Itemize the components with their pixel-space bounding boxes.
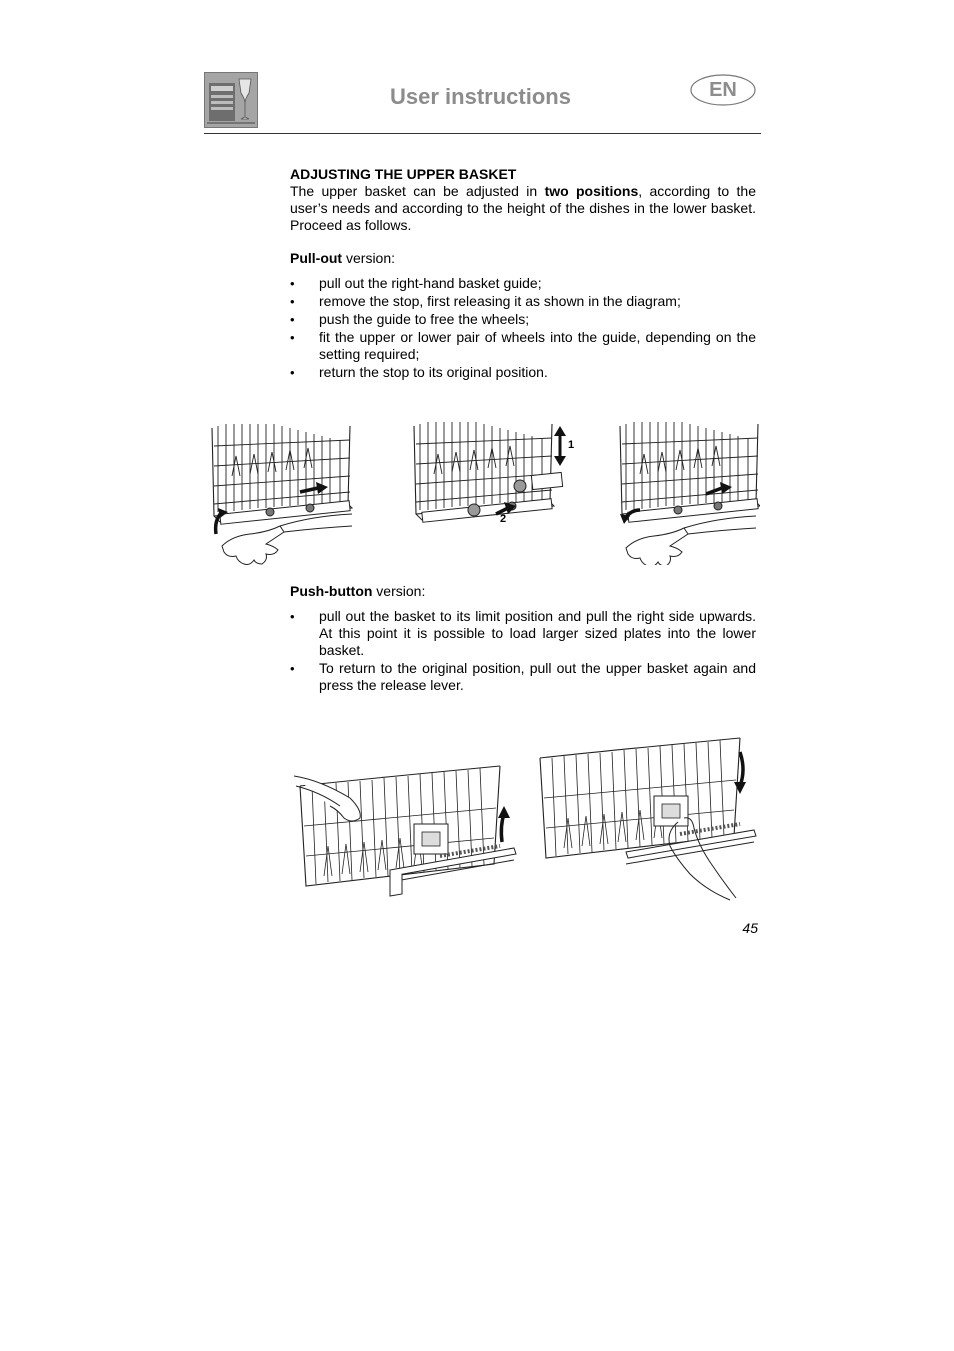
pullout-steps — [290, 275, 756, 381]
figure-return-stop — [620, 422, 760, 565]
pullout-illustrations — [208, 410, 760, 565]
pushbutton-label-rest: version: — [372, 583, 426, 599]
figure-lower-basket — [540, 738, 756, 900]
bullet: • — [290, 276, 295, 291]
figure-remove-stop — [212, 424, 352, 565]
page-title: User instructions — [390, 84, 571, 109]
callout-1: 1 — [568, 439, 575, 451]
instruction-text — [290, 166, 756, 382]
page-header — [204, 72, 761, 134]
list-item — [290, 660, 756, 694]
pushbutton-text — [290, 583, 756, 695]
list-item — [290, 275, 756, 292]
intro-text-1: The upper basket can be adjusted in — [290, 183, 545, 199]
bullet: • — [290, 661, 295, 676]
pullout-label-bold: Pull-out — [290, 250, 343, 266]
step-text: remove the stop, first releasing it as shown in the diagram; — [319, 293, 681, 309]
pullout-label — [290, 250, 756, 267]
section-intro — [290, 183, 756, 234]
list-item — [290, 293, 756, 310]
bullet: • — [290, 330, 295, 345]
callout-2: 2 — [500, 513, 507, 525]
step-text: push the guide to free the wheels; — [319, 311, 530, 327]
step-text: return the stop to its original position. — [319, 364, 548, 380]
header-divider — [204, 133, 761, 134]
section-heading: ADJUSTING THE UPPER BASKET — [290, 166, 517, 182]
step-text: pull out the basket to its limit position and pull the right side upwards. At this point it is possible to load larger sized plates into the lower basket. — [319, 608, 756, 658]
list-item — [290, 364, 756, 381]
list-item — [290, 311, 756, 328]
step-text: fit the upper or lower pair of wheels into the guide, depending on the setting required; — [319, 329, 756, 362]
bullet: • — [290, 609, 295, 624]
figure-free-wheels — [414, 422, 574, 525]
intro-bold: two positions — [544, 183, 639, 199]
pullout-label-rest: version: — [342, 250, 396, 266]
pushbutton-label — [290, 583, 756, 600]
pushbutton-illustrations — [290, 706, 760, 901]
list-item — [290, 608, 756, 659]
step-text: To return to the original position, pull out the upper basket again and press the release lever. — [319, 660, 756, 693]
bullet: • — [290, 365, 295, 380]
bullet: • — [290, 294, 295, 309]
pushbutton-steps — [290, 608, 756, 694]
figure-raise-basket — [294, 766, 516, 896]
dishwasher-logo-icon — [204, 72, 258, 128]
language-badge — [690, 74, 756, 106]
page-number: 45 — [742, 920, 758, 936]
pushbutton-label-bold: Push-button — [290, 583, 373, 599]
step-text: pull out the right-hand basket guide; — [319, 275, 542, 291]
list-item — [290, 329, 756, 363]
bullet: • — [290, 312, 295, 327]
intro-text-2: , according to the user’s needs and according to the height of the dishes in the lower basket. Proceed as follows. — [290, 183, 756, 233]
language-code: EN — [709, 79, 737, 101]
